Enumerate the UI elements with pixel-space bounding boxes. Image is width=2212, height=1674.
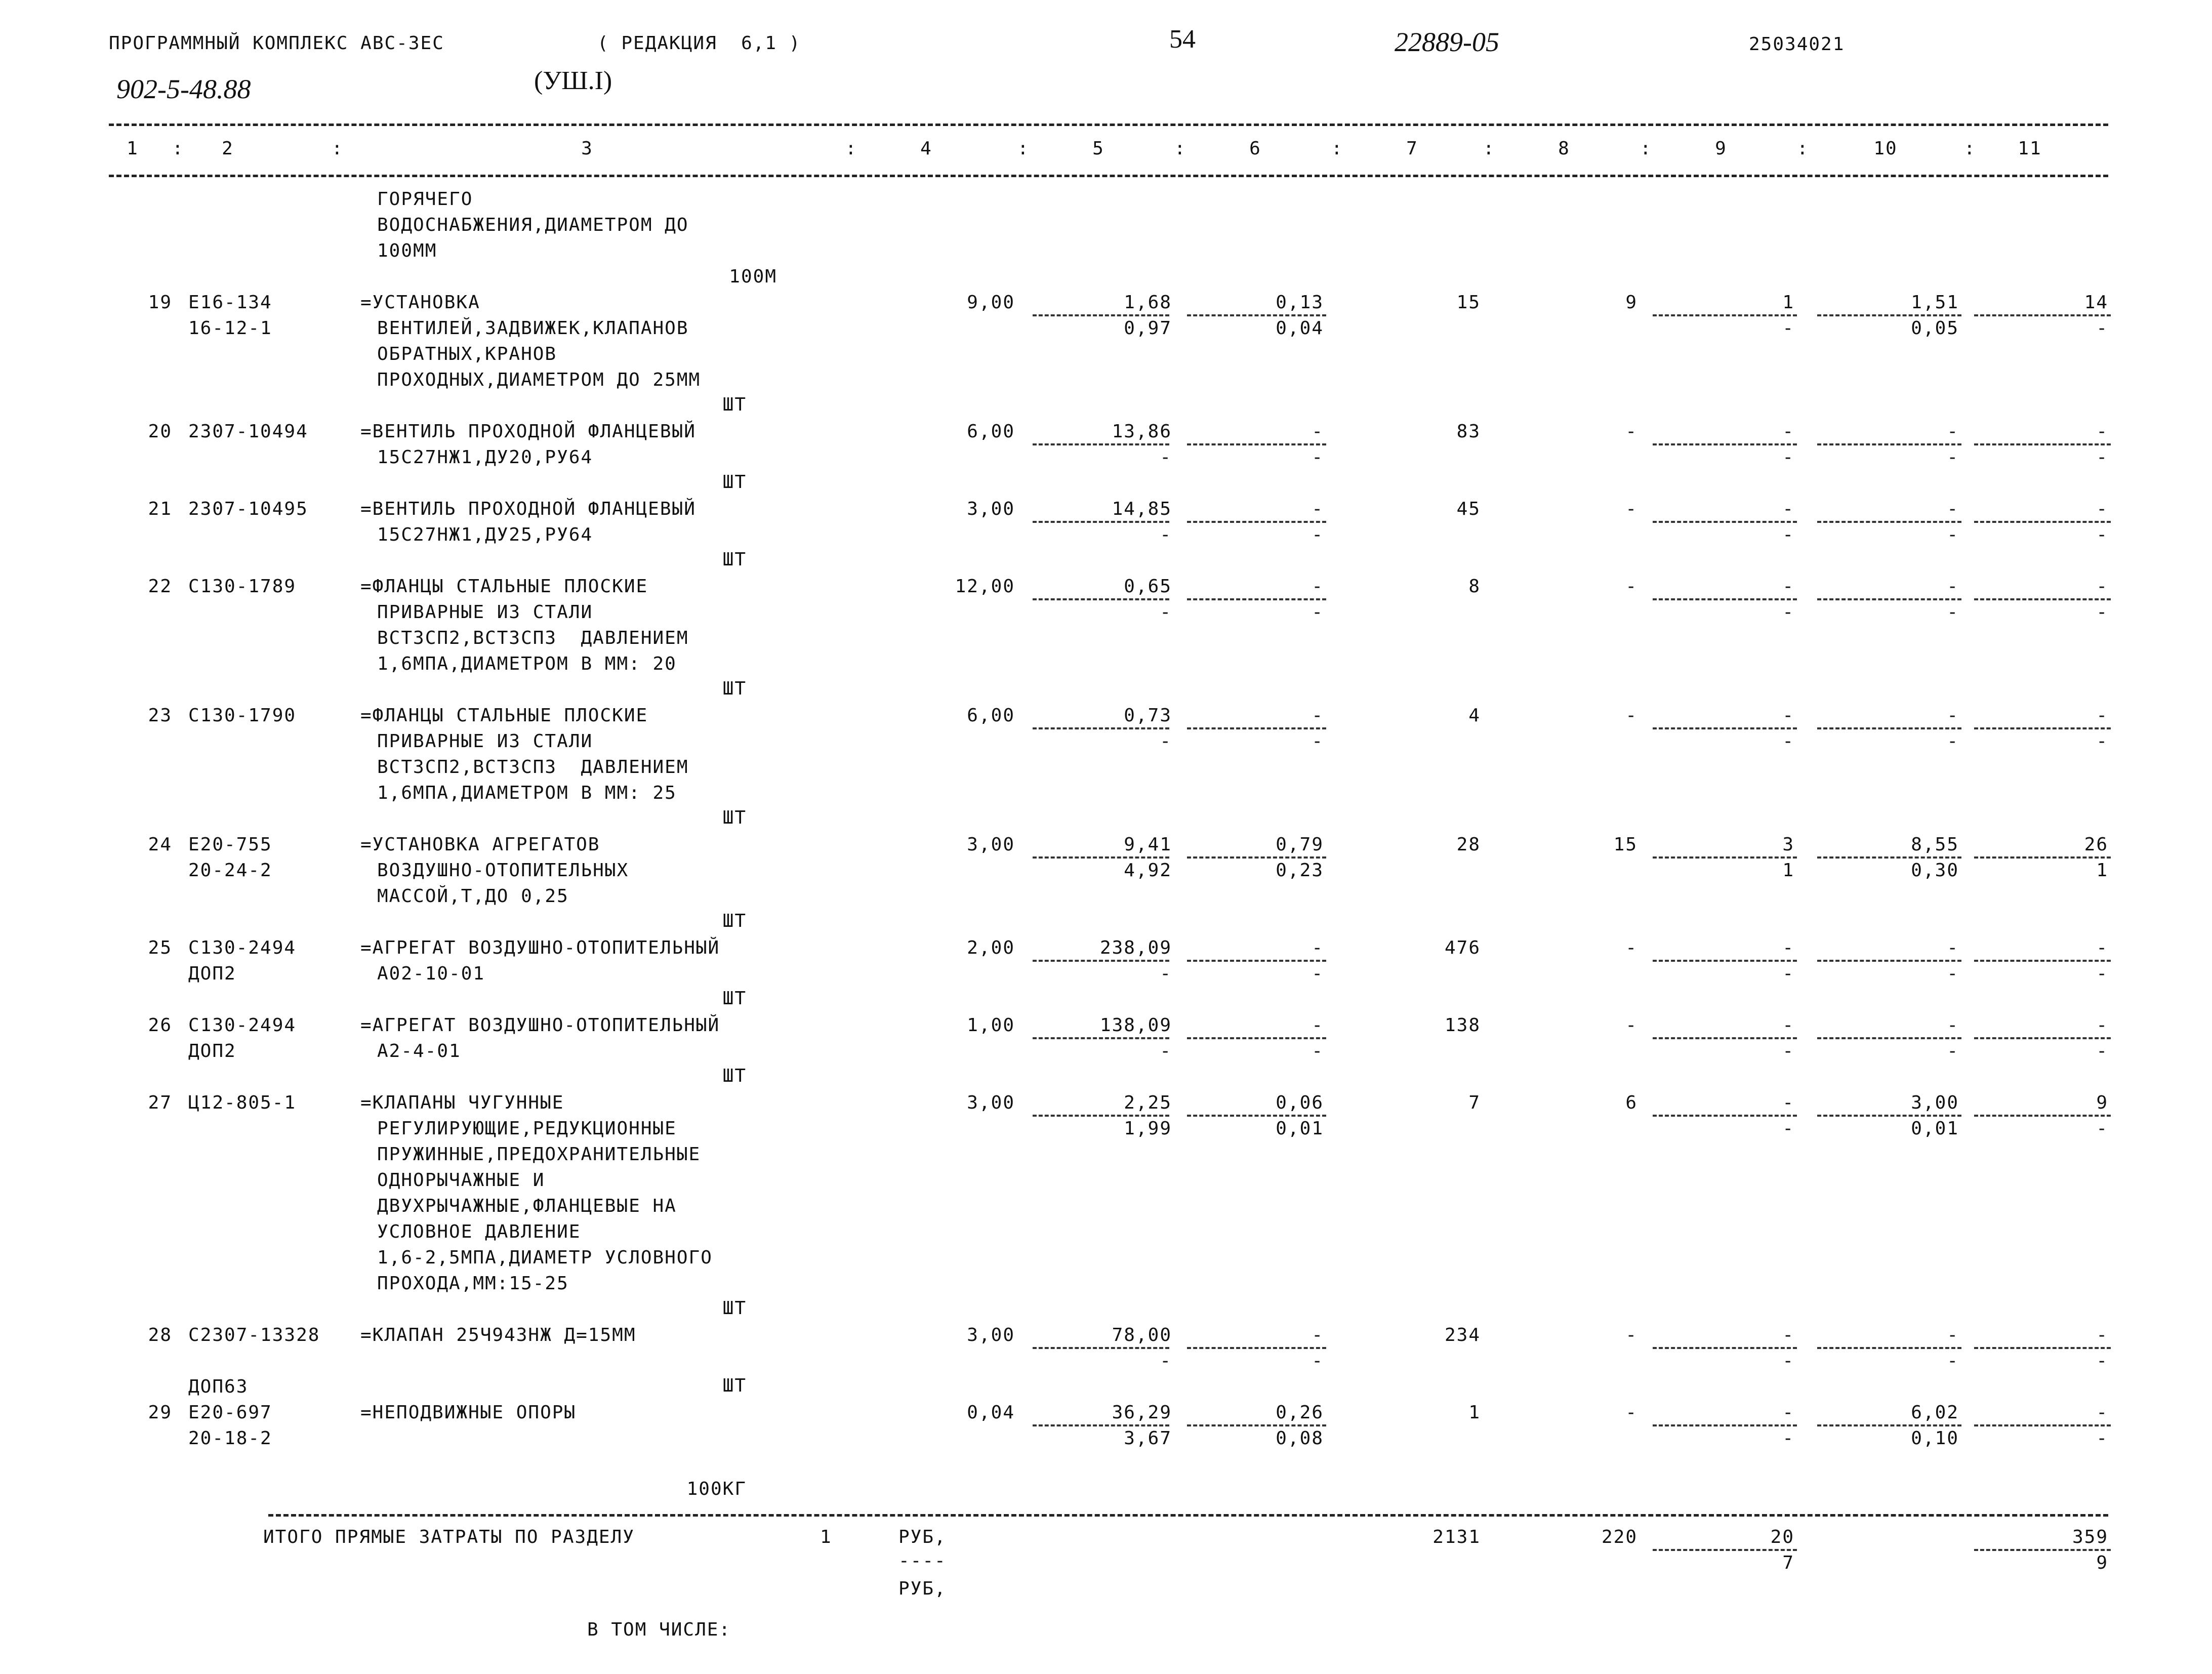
cost-value-c5: 13,86: [1112, 421, 1172, 442]
description-line: =ФЛАНЦЫ СТАЛЬНЫЕ ПЛОСКИЕ: [360, 576, 648, 597]
cost-subvalue-c9: -: [1782, 447, 1794, 468]
description-line: ПРИВАРНЫЕ ИЗ СТАЛИ: [377, 731, 593, 752]
total-section-number: 1: [820, 1527, 832, 1547]
cost-value-c8: 15: [1613, 834, 1637, 855]
total-value-c11: 359: [2072, 1527, 2108, 1547]
description-line: УСЛОВНОЕ ДАВЛЕНИЕ: [377, 1221, 581, 1242]
cost-value-c10: -: [1947, 421, 1959, 442]
cost-value-c6: -: [1312, 705, 1324, 726]
cost-value-c6: 0,26: [1276, 1402, 1324, 1423]
cost-value-c5: 0,65: [1124, 576, 1172, 597]
cost-subvalue-c11: -: [2096, 447, 2108, 468]
cost-value-c8: 9: [1625, 292, 1637, 313]
row-number: 29: [148, 1402, 172, 1423]
cost-value-c10: -: [1947, 499, 1959, 519]
cost-value-c11: -: [2096, 1402, 2108, 1423]
cost-value-c11: -: [2096, 421, 2108, 442]
cost-value-c6: -: [1312, 937, 1324, 958]
description-line: =АГРЕГАТ ВОЗДУШНО-ОТОПИТЕЛЬНЫЙ: [360, 937, 720, 958]
project-number: 902-5-48.88: [116, 74, 251, 104]
unit-label: ШТ: [722, 394, 747, 415]
cost-subvalue-c5: -: [1160, 1351, 1172, 1371]
description-line: =КЛАПАН 25Ч943НЖ Д=15ММ: [360, 1325, 636, 1345]
quantity-value: 12,00: [955, 576, 1015, 597]
total-value-c9: 20: [1770, 1527, 1794, 1547]
quantity-value: 3,00: [967, 1092, 1015, 1113]
cost-value-c11: -: [2096, 705, 2108, 726]
total-subvalue-c9: 7: [1782, 1553, 1794, 1573]
cost-value-c8: -: [1625, 705, 1637, 726]
row-code: С130-2494: [188, 1015, 297, 1036]
unit-label: ШТ: [722, 1375, 747, 1396]
cost-value-c10: 3,00: [1911, 1092, 1959, 1113]
cost-value-c8: -: [1625, 421, 1637, 442]
column-separator: :: [1483, 138, 1495, 159]
cost-subvalue-c11: -: [2096, 318, 2108, 339]
cost-subvalue-c9: -: [1782, 602, 1794, 623]
cost-value-c11: 9: [2096, 1092, 2108, 1113]
cost-subvalue-c5: -: [1160, 602, 1172, 623]
row-number: 22: [148, 576, 172, 597]
description-line: =КЛАПАНЫ ЧУГУННЫЕ: [360, 1092, 564, 1113]
cost-value-c5: 2,25: [1124, 1092, 1172, 1113]
cost-value-c6: 0,06: [1276, 1092, 1324, 1113]
description-line: 100ММ: [377, 240, 437, 261]
row-number: 24: [148, 834, 172, 855]
document-number: 22889-05: [1395, 27, 1499, 57]
row-code: С130-1790: [188, 705, 297, 726]
row-code: 16-12-1: [188, 318, 272, 339]
cost-value-c11: -: [2096, 1015, 2108, 1036]
cost-value-c6: -: [1312, 499, 1324, 519]
cost-subvalue-c6: -: [1312, 1041, 1324, 1061]
cost-value-c9: -: [1782, 576, 1794, 597]
volume-label: (УШ.I): [534, 66, 612, 95]
row-code: С130-1789: [188, 576, 297, 597]
cost-value-c10: 6,02: [1911, 1402, 1959, 1423]
cost-subvalue-c10: -: [1947, 963, 1959, 984]
cost-subvalue-c10: 0,05: [1911, 318, 1959, 339]
cost-value-c8: -: [1625, 576, 1637, 597]
column-separator: :: [1331, 138, 1343, 159]
cost-subvalue-c11: -: [2096, 731, 2108, 752]
column-separator: :: [1640, 138, 1652, 159]
description-line: ВОЗДУШНО-ОТОПИТЕЛЬНЫХ: [377, 860, 629, 881]
cost-subvalue-c5: -: [1160, 524, 1172, 545]
unit-label: ШТ: [722, 472, 747, 493]
cost-value-c11: -: [2096, 576, 2108, 597]
total-unit: РУБ,: [898, 1527, 947, 1547]
row-number: 23: [148, 705, 172, 726]
cost-subvalue-c10: 0,01: [1911, 1118, 1959, 1139]
row-code: Е20-755: [188, 834, 272, 855]
cost-subvalue-c5: 1,99: [1124, 1118, 1172, 1139]
cost-value-c7: 234: [1444, 1325, 1481, 1345]
total-value-c8: 220: [1601, 1527, 1637, 1547]
cost-subvalue-c6: -: [1312, 447, 1324, 468]
description-line: ОБРАТНЫХ,КРАНОВ: [377, 344, 557, 364]
cost-value-c5: 238,09: [1099, 937, 1172, 958]
total-label: ИТОГО ПРЯМЫЕ ЗАТРАТЫ ПО РАЗДЕЛУ: [263, 1527, 635, 1547]
cost-value-c8: -: [1625, 937, 1637, 958]
cost-value-c8: -: [1625, 1325, 1637, 1345]
cost-value-c10: -: [1947, 1015, 1959, 1036]
cost-value-c7: 8: [1468, 576, 1481, 597]
cost-value-c8: 6: [1625, 1092, 1637, 1113]
column-separator: :: [1797, 138, 1809, 159]
description-line: ДВУХРЫЧАЖНЫЕ,ФЛАНЦЕВЫЕ НА: [377, 1196, 677, 1216]
cost-value-c9: -: [1782, 1092, 1794, 1113]
cost-value-c7: 476: [1444, 937, 1481, 958]
cost-value-c11: -: [2096, 937, 2108, 958]
document-code: 25034021: [1749, 34, 1845, 55]
quantity-value: 6,00: [967, 705, 1015, 726]
cost-subvalue-c9: 1: [1782, 860, 1794, 881]
description-line: ПРОХОДНЫХ,ДИАМЕТРОМ ДО 25ММ: [377, 370, 701, 390]
column-number: 8: [1558, 138, 1570, 159]
unit-label: ШТ: [722, 1298, 747, 1319]
column-separator: :: [332, 138, 344, 159]
unit-label: ШТ: [722, 988, 747, 1009]
cost-value-c7: 28: [1456, 834, 1481, 855]
cost-value-c9: -: [1782, 1325, 1794, 1345]
cost-value-c10: -: [1947, 937, 1959, 958]
description-line: ВОДОСНАБЖЕНИЯ,ДИАМЕТРОМ ДО: [377, 215, 689, 235]
cost-subvalue-c11: 1: [2096, 860, 2108, 881]
page-number: 54: [1169, 25, 1196, 54]
cost-value-c11: -: [2096, 499, 2108, 519]
cost-value-c5: 1,68: [1124, 292, 1172, 313]
row-code: ДОП63: [188, 1376, 249, 1397]
cost-value-c11: 14: [2084, 292, 2108, 313]
description-line: ОДНОРЫЧАЖНЫЕ И: [377, 1170, 545, 1191]
total-top-rule: [268, 1514, 2108, 1517]
cost-subvalue-c9: -: [1782, 731, 1794, 752]
cost-subvalue-c10: -: [1947, 524, 1959, 545]
column-separator: :: [1964, 138, 1976, 159]
cost-value-c5: 138,09: [1099, 1015, 1172, 1036]
row-code: ДОП2: [188, 1041, 236, 1061]
cost-subvalue-c10: -: [1947, 731, 1959, 752]
unit-label: 100КГ: [686, 1479, 747, 1499]
cost-subvalue-c6: 0,08: [1276, 1428, 1324, 1449]
column-number: 6: [1249, 138, 1261, 159]
description-line: 1,6-2,5МПА,ДИАМЕТР УСЛОВНОГО: [377, 1247, 713, 1268]
cost-subvalue-c9: -: [1782, 318, 1794, 339]
cost-subvalue-c5: -: [1160, 731, 1172, 752]
cost-value-c7: 15: [1456, 292, 1481, 313]
description-line: ПРИВАРНЫЕ ИЗ СТАЛИ: [377, 602, 593, 623]
cost-subvalue-c6: -: [1312, 731, 1324, 752]
cost-subvalue-c5: -: [1160, 1041, 1172, 1061]
row-code: С2307-13328: [188, 1325, 320, 1345]
description-line: =УСТАНОВКА АГРЕГАТОВ: [360, 834, 600, 855]
cost-value-c9: -: [1782, 937, 1794, 958]
cost-value-c9: -: [1782, 421, 1794, 442]
row-code: Ц12-805-1: [188, 1092, 297, 1113]
description-line: ПРУЖИННЫЕ,ПРЕДОХРАНИТЕЛЬНЫЕ: [377, 1144, 701, 1165]
column-separator: :: [172, 138, 184, 159]
row-number: 19: [148, 292, 172, 313]
cost-value-c7: 1: [1468, 1402, 1481, 1423]
description-line: ВСТ3СП2,ВСТ3СП3 ДАВЛЕНИЕМ: [377, 757, 689, 778]
description-line: А2-4-01: [377, 1041, 461, 1061]
cost-value-c9: 1: [1782, 292, 1794, 313]
column-separator: :: [1017, 138, 1030, 159]
including-label: В ТОМ ЧИСЛЕ:: [587, 1619, 731, 1640]
description-line: ВСТ3СП2,ВСТ3СП3 ДАВЛЕНИЕМ: [377, 628, 689, 648]
row-code: 2307-10494: [188, 421, 308, 442]
cost-value-c6: -: [1312, 1325, 1324, 1345]
unit-label: 100М: [729, 266, 777, 287]
cost-subvalue-c10: -: [1947, 602, 1959, 623]
cost-value-c11: -: [2096, 1325, 2108, 1345]
cost-value-c8: -: [1625, 1402, 1637, 1423]
cost-subvalue-c11: -: [2096, 1428, 2108, 1449]
description-line: РЕГУЛИРУЮЩИЕ,РЕДУКЦИОННЫЕ: [377, 1118, 677, 1139]
column-number: 11: [2018, 138, 2042, 159]
unit-label: ШТ: [722, 549, 747, 570]
column-number: 10: [1873, 138, 1898, 159]
cost-value-c7: 45: [1456, 499, 1481, 519]
program-title: ПРОГРАММНЫЙ КОМПЛЕКС АВС-ЗЕС: [109, 33, 444, 54]
cost-subvalue-c6: -: [1312, 963, 1324, 984]
description-line: 15С27НЖ1,ДУ20,РУ64: [377, 447, 593, 468]
description-line: ГОРЯЧЕГО: [377, 189, 473, 210]
cost-subvalue-c10: -: [1947, 1351, 1959, 1371]
cost-value-c9: 3: [1782, 834, 1794, 855]
description-line: ВЕНТИЛЕЙ,ЗАДВИЖЕК,КЛАПАНОВ: [377, 318, 689, 339]
cost-value-c8: -: [1625, 1015, 1637, 1036]
cost-subvalue-c9: -: [1782, 1351, 1794, 1371]
cost-value-c11: 26: [2084, 834, 2108, 855]
row-code: ДОП2: [188, 963, 236, 984]
cost-subvalue-c9: -: [1782, 1118, 1794, 1139]
total-subvalue-c11: 9: [2096, 1553, 2108, 1573]
cost-subvalue-c11: -: [2096, 963, 2108, 984]
cost-value-c10: -: [1947, 576, 1959, 597]
quantity-value: 6,00: [967, 421, 1015, 442]
row-number: 25: [148, 937, 172, 958]
cost-subvalue-c10: -: [1947, 1041, 1959, 1061]
cost-subvalue-c11: -: [2096, 1041, 2108, 1061]
cost-value-c8: -: [1625, 499, 1637, 519]
row-code: 2307-10495: [188, 499, 308, 519]
cost-value-c9: -: [1782, 705, 1794, 726]
cost-value-c9: -: [1782, 1015, 1794, 1036]
cost-value-c5: 78,00: [1112, 1325, 1172, 1345]
row-number: 27: [148, 1092, 172, 1113]
cost-value-c5: 9,41: [1124, 834, 1172, 855]
row-code: Е20-697: [188, 1402, 272, 1423]
unit-label: ШТ: [722, 911, 747, 931]
quantity-value: 3,00: [967, 499, 1015, 519]
description-line: МАССОЙ,Т,ДО 0,25: [377, 886, 569, 907]
cost-subvalue-c5: -: [1160, 963, 1172, 984]
header-top-rule: [109, 124, 2108, 126]
row-code: Е16-134: [188, 292, 272, 313]
cost-value-c7: 4: [1468, 705, 1481, 726]
cost-value-c10: -: [1947, 1325, 1959, 1345]
cost-value-c10: 8,55: [1911, 834, 1959, 855]
description-line: =АГРЕГАТ ВОЗДУШНО-ОТОПИТЕЛЬНЫЙ: [360, 1015, 720, 1036]
row-code: С130-2494: [188, 937, 297, 958]
description-line: =ВЕНТИЛЬ ПРОХОДНОЙ ФЛАНЦЕВЫЙ: [360, 499, 696, 519]
cost-subvalue-c5: 3,67: [1124, 1428, 1172, 1449]
description-line: =ВЕНТИЛЬ ПРОХОДНОЙ ФЛАНЦЕВЫЙ: [360, 421, 696, 442]
quantity-value: 9,00: [967, 292, 1015, 313]
column-separator: :: [845, 138, 857, 159]
total-unit-separator: ----: [898, 1550, 947, 1571]
quantity-value: 2,00: [967, 937, 1015, 958]
cost-subvalue-c6: -: [1312, 602, 1324, 623]
cost-value-c5: 0,73: [1124, 705, 1172, 726]
description-line: ПРОХОДА,ММ:15-25: [377, 1273, 569, 1294]
cost-subvalue-c10: 0,10: [1911, 1428, 1959, 1449]
column-number: 5: [1092, 138, 1104, 159]
unit-label: ШТ: [722, 1066, 747, 1086]
cost-value-c6: -: [1312, 421, 1324, 442]
column-number: 1: [127, 138, 139, 159]
cost-value-c7: 83: [1456, 421, 1481, 442]
description-line: =УСТАНОВКА: [360, 292, 480, 313]
row-number: 26: [148, 1015, 172, 1036]
column-number: 2: [222, 138, 234, 159]
unit-label: ШТ: [722, 678, 747, 699]
column-separator: :: [1174, 138, 1186, 159]
column-number: 4: [920, 138, 932, 159]
cost-value-c7: 138: [1444, 1015, 1481, 1036]
row-number: 28: [148, 1325, 172, 1345]
quantity-value: 1,00: [967, 1015, 1015, 1036]
total-value-c7: 2131: [1432, 1527, 1481, 1547]
cost-subvalue-c6: 0,04: [1276, 318, 1324, 339]
cost-subvalue-c6: 0,01: [1276, 1118, 1324, 1139]
cost-subvalue-c5: -: [1160, 447, 1172, 468]
edition-label: ( РЕДАКЦИЯ 6,1 ): [597, 33, 801, 54]
unit-label: ШТ: [722, 807, 747, 828]
cost-value-c9: -: [1782, 1402, 1794, 1423]
cost-subvalue-c9: -: [1782, 1041, 1794, 1061]
cost-value-c5: 14,85: [1112, 499, 1172, 519]
column-number: 3: [581, 138, 593, 159]
cost-subvalue-c10: 0,30: [1911, 860, 1959, 881]
column-number: 7: [1406, 138, 1418, 159]
cost-subvalue-c9: -: [1782, 963, 1794, 984]
cost-value-c6: -: [1312, 1015, 1324, 1036]
cost-value-c6: 0,79: [1276, 834, 1324, 855]
description-line: =НЕПОДВИЖНЫЕ ОПОРЫ: [360, 1402, 577, 1423]
cost-subvalue-c5: 0,97: [1124, 318, 1172, 339]
header-bottom-rule: [109, 175, 2108, 177]
cost-subvalue-c9: -: [1782, 524, 1794, 545]
cost-value-c6: 0,13: [1276, 292, 1324, 313]
cost-subvalue-c6: 0,23: [1276, 860, 1324, 881]
cost-subvalue-c10: -: [1947, 447, 1959, 468]
cost-subvalue-c6: -: [1312, 1351, 1324, 1371]
row-code: 20-18-2: [188, 1428, 272, 1449]
row-number: 21: [148, 499, 172, 519]
cost-subvalue-c11: -: [2096, 1118, 2108, 1139]
cost-subvalue-c11: -: [2096, 1351, 2108, 1371]
cost-value-c5: 36,29: [1112, 1402, 1172, 1423]
quantity-value: 3,00: [967, 1325, 1015, 1345]
cost-subvalue-c6: -: [1312, 524, 1324, 545]
quantity-value: 3,00: [967, 834, 1015, 855]
description-line: А02-10-01: [377, 963, 485, 984]
cost-value-c6: -: [1312, 576, 1324, 597]
total-unit: РУБ,: [898, 1578, 947, 1599]
row-code: 20-24-2: [188, 860, 272, 881]
cost-value-c9: -: [1782, 499, 1794, 519]
cost-subvalue-c11: -: [2096, 524, 2108, 545]
cost-value-c10: -: [1947, 705, 1959, 726]
cost-value-c10: 1,51: [1911, 292, 1959, 313]
cost-subvalue-c5: 4,92: [1124, 860, 1172, 881]
row-number: 20: [148, 421, 172, 442]
column-number: 9: [1715, 138, 1727, 159]
cost-subvalue-c9: -: [1782, 1428, 1794, 1449]
description-line: =ФЛАНЦЫ СТАЛЬНЫЕ ПЛОСКИЕ: [360, 705, 648, 726]
description-line: 1,6МПА,ДИАМЕТРОМ В ММ: 25: [377, 783, 677, 803]
cost-subvalue-c11: -: [2096, 602, 2108, 623]
description-line: 15С27НЖ1,ДУ25,РУ64: [377, 524, 593, 545]
description-line: 1,6МПА,ДИАМЕТРОМ В ММ: 20: [377, 654, 677, 674]
quantity-value: 0,04: [967, 1402, 1015, 1423]
cost-value-c7: 7: [1468, 1092, 1481, 1113]
